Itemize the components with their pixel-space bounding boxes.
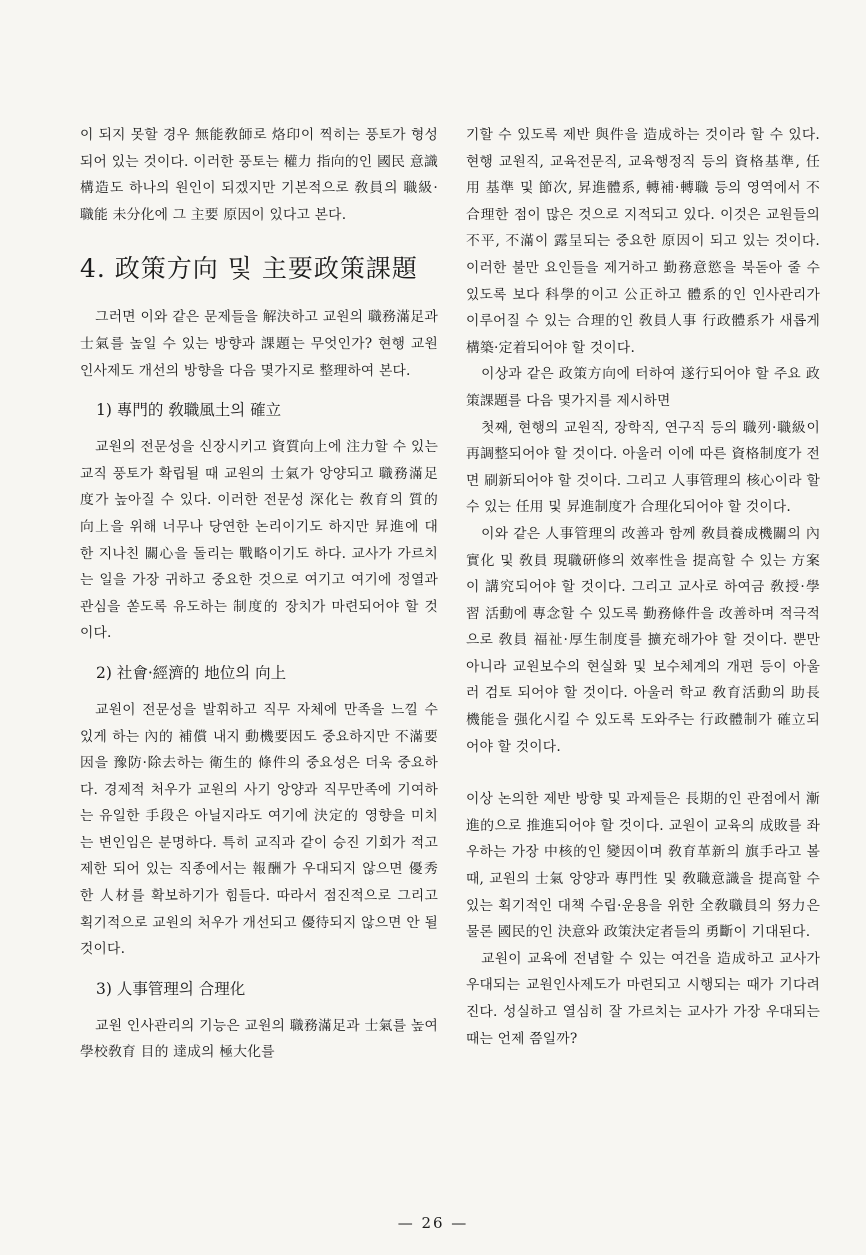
left-paragraph-1: 이 되지 못할 경우 無能敎師로 烙印이 찍히는 풍토가 형성되어 있는 것이다. 이러한 풍토는 權力 指向的인 國民 意識構造도 하나의 원인이 되겠지만 기본적으로 敎員의 職級·職能 未分化에 그 主要 原因이 있다고 본다. xyxy=(80,127,438,223)
left-column xyxy=(80,122,438,1066)
right-paragraph-1: 기할 수 있도록 제반 與件을 造成하는 것이라 할 수 있다. 현행 교원직, 교육전문직, 교육행정직 등의 資格基準, 任用 基準 및 節次, 昇進體系, 轉補·轉職 등의 영역에서 不合理한 점이 많은 것으로 지적되고 있다. 이것은 교원들의 不平, 不滿이 露呈되는 중요한 原因이 되고 있는 것이다. 이러한 불만 요인들을 제거하고 勤務意慾을 북돋아 줄 수 있도록 보다 科學的이고 公正하고 體系的인 인사관리가 이루어질 수 있는 合理的인 敎員人事 行政體系가 새롭게 構築·定着되어야 할 것이다. xyxy=(466,127,820,356)
left-paragraph-5: 교원 인사관리의 기능은 교원의 職務滿足과 士氣를 높여 學校敎育 目的 達成의 極大化를 xyxy=(80,1017,438,1061)
page-number: — 26 — xyxy=(397,1214,469,1232)
right-paragraph-4: 이와 같은 人事管理의 改善과 함께 敎員養成機關의 內實化 및 敎員 現職硏修의 效率性을 提高할 수 있는 方案이 講究되어야 할 것이다. 그리고 교사로 하여금 敎授·學習 活動에 專念할 수 있도록 勤務條件을 改善하며 적극적으로 敎員 福祉·厚生制度를 擴充해가야 할 것이다. 뿐만 아니라 교원보수의 현실화 및 보수체계의 개편 등이 아울러 검토 되어야 할 것이다. 아울러 학교 敎育活動의 助長 機能을 强化시킬 수 있도록 도와주는 行政體制가 確立되어야 할 것이다. xyxy=(466,525,820,755)
right-column xyxy=(466,122,820,1052)
right-paragraph-2: 이상과 같은 政策方向에 터하여 遂行되어야 할 주요 政策課題를 다음 몇가지를 제시하면 xyxy=(466,366,820,409)
right-paragraph-3: 첫째, 현행의 교원직, 장학직, 연구직 등의 職列·職級이 再調整되어야 할 것이다. 아울러 이에 따른 資格制度가 전면 刷新되어야 할 것이다. 그리고 人事管理의 核心이라 할 수 있는 任用 및 昇進制度가 合理化되어야 할 것이다. xyxy=(466,419,820,516)
subheading-1: 1) 專門的 敎職風土의 確立 xyxy=(96,401,282,420)
left-paragraph-2: 그러면 이와 같은 문제들을 解決하고 교원의 職務滿足과 士氣를 높일 수 있는 방향과 課題는 무엇인가? 현행 교원 인사제도 개선의 방향을 다음 몇가지로 整理하여 본다. xyxy=(80,309,438,379)
paragraph-gap xyxy=(466,760,820,786)
subheading-3: 3) 人事管理의 合理化 xyxy=(96,979,246,998)
right-paragraph-6: 교원이 교육에 전념할 수 있는 여건을 造成하고 교사가 우대되는 교원인사제도가 마련되고 시행되는 때가 기다려진다. 성실하고 열심히 잘 가르치는 교사가 가장 우대되는 때는 언제 쯤일까? xyxy=(466,950,820,1047)
left-paragraph-3: 교원의 전문성을 신장시키고 資質向上에 注力할 수 있는 교직 풍토가 확립될 때 교원의 士氣가 앙양되고 職務滿足度가 높아질 수 있다. 이러한 전문성 深化는 敎育의 質的 向上을 위해 너무나 당연한 논리이기도 하지만 昇進에 대한 지나친 關心을 돌리는 戰略이기도 하다. 교사가 가르치는 일을 가장 귀하고 중요한 것으로 여기고 여기에 정열과 관심을 쏟도록 유도하는 制度的 장치가 마련되어야 할 것이다. xyxy=(80,439,438,642)
subheading-2: 2) 社會·經濟的 地位의 向上 xyxy=(96,663,287,682)
right-paragraph-5: 이상 논의한 제반 방향 및 과제들은 長期的인 관점에서 漸進的으로 推進되어야 할 것이다. 교원이 교육의 成敗를 좌우하는 가장 中核的인 變因이며 敎育革新의 旗手라고 볼 때, 교원의 士氣 앙양과 專門性 및 敎職意識을 提高할 수 있는 획기적인 대책 수립·운용을 위한 全敎職員의 努力은 물론 國民的인 決意와 政策決定者들의 勇斷이 기대된다. xyxy=(466,791,820,941)
section-heading: 4. 政策方向 및 主要政策課題 xyxy=(80,254,418,284)
left-paragraph-4: 교원이 전문성을 발휘하고 직무 자체에 만족을 느낄 수 있게 하는 內的 補償 내지 動機要因도 중요하지만 不滿要因을 豫防·除去하는 衛生的 條件의 중요성은 더욱 중요하다. 경제적 처우가 교원의 사기 앙양과 직무만족에 기여하는 유일한 手段은 아닐지라도 여기에 決定的 영향을 미치는 변인임은 분명하다. 특히 교직과 같이 승진 기회가 적고 제한 되어 있는 직종에서는 報酬가 우대되지 않으면 優秀한 人材를 확보하기가 힘들다. 따라서 점진적으로 그리고 획기적으로 교원의 처우가 개선되고 優待되지 않으면 안 될 것이다. xyxy=(80,701,438,958)
